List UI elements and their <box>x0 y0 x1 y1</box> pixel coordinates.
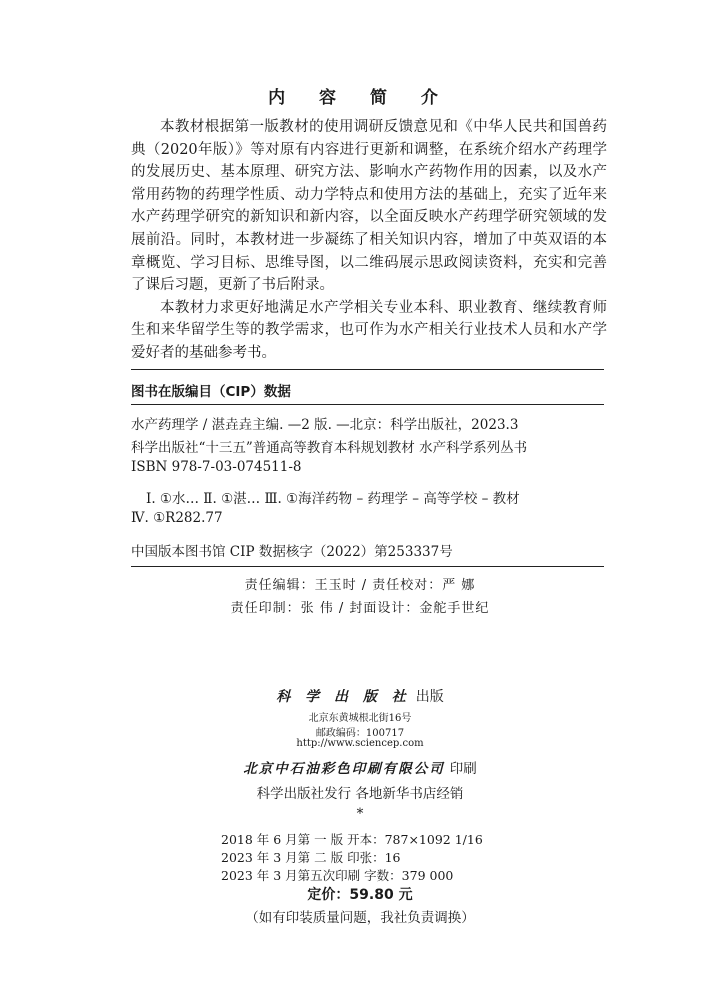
price: 定价：59.80 元 <box>307 887 413 903</box>
quality-notice: （如有印装质量问题，我社负责调换） <box>245 910 475 926</box>
staff-editors: 责任编辑：王玉时 / 责任校对：严 娜 <box>244 578 476 593</box>
intro-section <box>131 116 607 365</box>
printer-suffix: 印刷 <box>449 761 477 777</box>
cip-title-line: 水产药理学 / 湛垚垚主编. —2 版. —北京：科学出版社，2023.3 <box>131 417 519 433</box>
edition-line: 2018 年 6 月第 一 版 开本：787×1092 1/16 <box>221 832 483 847</box>
publisher-address: 北京东黄城根北街16号 <box>308 713 412 724</box>
cip-series-line: 科学出版社“十三五”普通高等教育本科规划教材 水产科学系列丛书 <box>131 440 528 456</box>
cip-classification-code: Ⅳ. ①R282.77 <box>131 510 223 526</box>
cip-heading: 图书在版编目（CIP）数据 <box>131 384 291 400</box>
staff-production: 责任印制：张 伟 / 封面设计：金舵手世纪 <box>230 601 490 616</box>
page-title: 内 容 简 介 <box>268 88 452 108</box>
publisher-suffix: 出版 <box>415 689 444 705</box>
cip-bottom-rule <box>131 566 604 567</box>
cip-top-rule <box>131 369 604 370</box>
intro-paragraph: 本教材根据第一版教材的使用调研反馈意见和《中华人民共和国兽药典（2020年版）》等对原有内容进行更新和调整，在系统介绍水产药理学的发展历史、基本原理、研究方法、影响水产药物作用的因素，以及水产常用药物的药理学性质、动力学特点和使用方法的基础上，充实了近年来水产药理学研究的新知识和新内容，以全面反映水产药理学研究领域的发展前沿。同时，本教材进一步凝练了相关知识内容，增加了中英双语的本章概览、学习目标、思维导图，以二维码展示思政阅读资料，充实和完善了课后习题，更新了书后附录。 <box>131 119 607 294</box>
cip-isbn: ISBN 978-7-03-074511-8 <box>131 459 302 475</box>
cip-heading-rule <box>131 404 604 405</box>
separator-asterisk: * <box>356 806 364 822</box>
publisher-postcode: 邮政编码：100717 <box>315 728 405 739</box>
printer-line <box>0 757 720 777</box>
intro-paragraph: 本教材力求更好地满足水产学相关专业本科、职业教育、继续教育师生和来华留学生等的教学需求，也可作为水产相关行业技术人员和水产学爱好者的基础参考书。 <box>131 299 607 361</box>
printer-name: 北京中石油彩色印刷有限公司 <box>243 761 445 777</box>
publisher-name: 科 学 出 版 社 <box>276 689 411 705</box>
edition-line: 2023 年 3 月第五次印刷 字数：379 000 <box>221 868 454 883</box>
publisher-line <box>0 686 720 706</box>
distribution-line: 科学出版社发行 各地新华书店经销 <box>256 786 464 802</box>
publisher-website: http://www.sciencep.com <box>296 738 424 749</box>
cip-record-number: 中国版本图书馆 CIP 数据核字（2022）第253337号 <box>131 544 453 560</box>
edition-line: 2023 年 3 月第 二 版 印张：16 <box>221 850 401 865</box>
cip-classification: Ⅰ. ①水… Ⅱ. ①湛… Ⅲ. ①海洋药物 – 药理学 – 高等学校 – 教材 <box>146 491 520 507</box>
